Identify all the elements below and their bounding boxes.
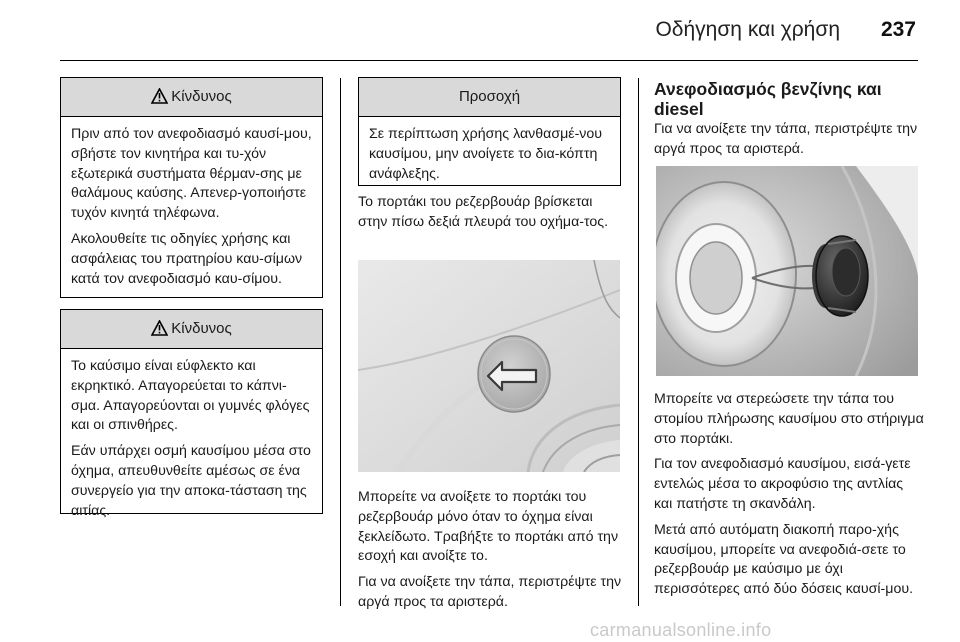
caution-box-title: Προσοχή (458, 88, 521, 105)
fuel-door-instructions (358, 488, 624, 619)
caution-box-header (359, 78, 620, 117)
fuel-door-location-text (358, 193, 622, 239)
watermark: carmanualsonline.info (590, 620, 772, 640)
fuel-door-location-paragraph: Το πορτάκι του ρεζερβουάρ βρίσκεται στην πίσω δεξιά πλευρά του οχήμα-τος. (358, 194, 609, 230)
page-number: 237 (880, 18, 916, 41)
danger-box-1-title: Κίνδυνος (171, 88, 232, 105)
danger-box-1-paragraph-2: Ακολουθείτε τις οδηγίες χρήσης και ασφάλειας του πρατηρίου καυ-σίμων κατά τον ανεφοδιασμό καυ-σίμου. (71, 230, 303, 287)
fuel-cap-illustration (656, 166, 918, 376)
column-divider-1 (340, 78, 341, 606)
danger-box-1 (60, 77, 323, 298)
fuel-cap-open-paragraph: Για να ανοίξετε την τάπα, περιστρέψτε την αργά προς τα αριστερά. (654, 121, 918, 157)
fuel-door-illustration (358, 260, 620, 472)
danger-box-2-header (61, 310, 322, 349)
danger-box-1-header (61, 78, 322, 117)
refuelling-section (654, 79, 922, 166)
column-divider-2 (638, 78, 639, 606)
nozzle-paragraph: Για τον ανεφοδιασμό καυσίμου, εισά-γετε εντελώς μέσα το ακροφύσιο της αντλίας και πατήστε τη σκανδάλη. (654, 456, 911, 512)
header-rule (60, 60, 918, 61)
caution-box (358, 77, 621, 186)
warning-triangle-icon (151, 88, 168, 104)
danger-box-1-paragraph-1: Πριν από τον ανεφοδιασμό καυσί-μου, σβήστε τον κινητήρα και τυ-χόν εξωτερικά συστήματα θέρμαν-σης με θαλάμους καύσης. Απενερ-γοποιήστε τυχόν κινητά τηλέφωνα. (71, 126, 312, 222)
danger-box-2-paragraph-2: Εάν υπάρχει οσμή καυσίμου μέσα στο όχημα, απευθυνθείτε αμέσως σε ένα συνεργείο για την αποκα-τάσταση της αιτίας. (71, 443, 311, 519)
section-heading: Ανεφοδιασμός βενζίνης και diesel (654, 79, 882, 119)
fuel-cap-drawing (656, 166, 918, 376)
running-header-title: Οδήγηση και χρήση (655, 18, 840, 41)
danger-box-2-paragraph-1: Το καύσιμο είναι εύφλεκτο και εκρηκτικό. Απαγορεύεται το κάπνι-σμα. Απαγορεύονται οι γυμνές φλόγες και οι σπινθήρες. (71, 358, 310, 434)
refuelling-instructions (654, 390, 924, 606)
top-up-paragraph: Μετά από αυτόματη διακοπή παρο-χής καυσίμου, μπορείτε να ανεφοδιά-σετε το ρεζερβουάρ με καύσιμο με όχι περισσότερες από δύο δόσεις καυσί-μου. (654, 521, 914, 598)
fuel-door-open-paragraph: Μπορείτε να ανοίξετε το πορτάκι του ρεζερβουάρ μόνο όταν το όχημα είναι ξεκλείδωτο. Τραβήξτε το πορτάκι από την εσοχή και ανοίξτε το. (358, 489, 619, 565)
cap-holder-paragraph: Μπορείτε να στερεώσετε την τάπα του στομίου πλήρωσης καυσίμου στο στήριγμα στο πορτάκι. (654, 391, 924, 447)
danger-box-2 (60, 309, 323, 519)
danger-box-2-title: Κίνδυνος (171, 320, 232, 337)
caution-box-text: Σε περίπτωση χρήσης λανθασμέ-νου καυσίμου, μην ανοίγετε το δια-κόπτη ανάφλεξης. (369, 126, 603, 182)
warning-triangle-icon (151, 320, 168, 336)
fuel-cap-rotate-paragraph: Για να ανοίξετε την τάπα, περιστρέψτε την αργά προς τα αριστερά. (358, 574, 622, 610)
fuel-door-drawing (358, 260, 620, 472)
